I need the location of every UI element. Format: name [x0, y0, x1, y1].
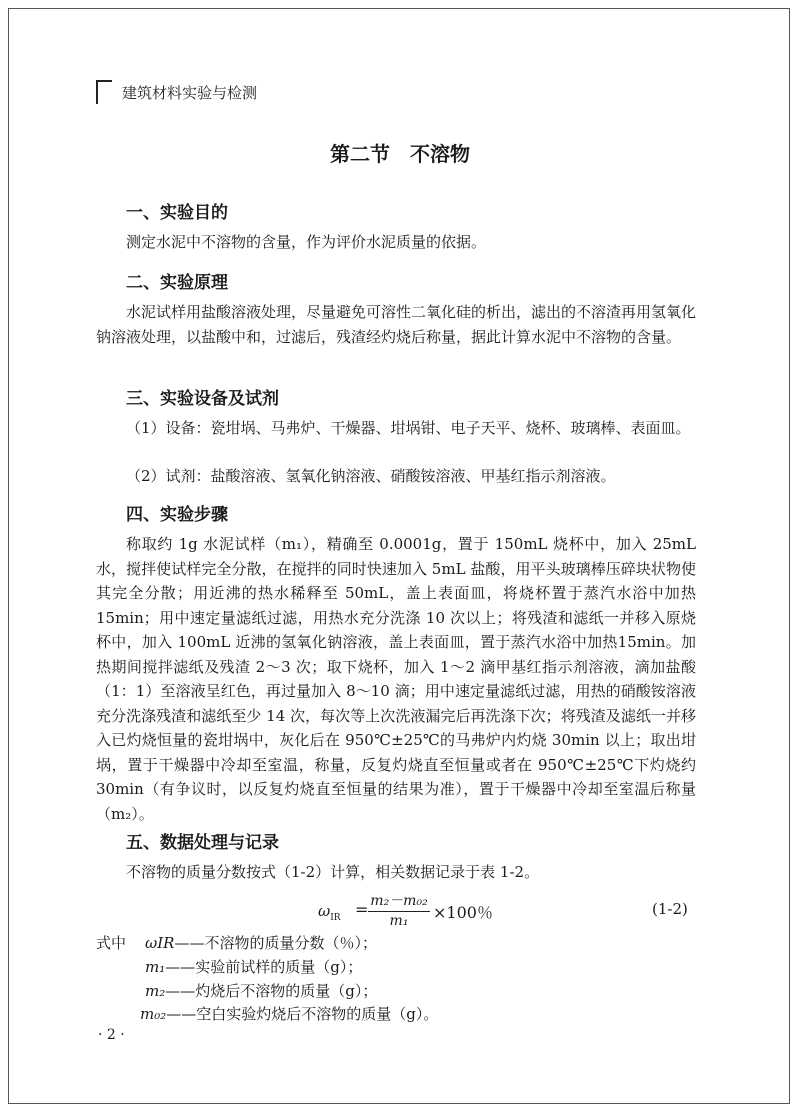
section-title: 第二节 不溶物: [330, 142, 470, 166]
heading-equipment: 三、实验设备及试剂: [126, 389, 279, 409]
definition-item: m₁——实验前试样的质量（g）；: [145, 958, 363, 976]
formula-1-2: [0, 890, 800, 930]
definition-item: ωIR——不溶物的质量分数（％）；: [145, 934, 377, 952]
running-header: 建筑材料实验与检测: [122, 84, 258, 102]
formula-numerator: m₂－m₀₂: [368, 890, 430, 912]
heading-principle: 二、实验原理: [126, 273, 228, 293]
formula-fraction: [368, 890, 430, 929]
heading-procedure: 四、实验步骤: [126, 505, 228, 525]
paragraph-procedure: 称取约 1g 水泥试样（m₁），精确至 0.0001g，置于 150mL 烧杯中，加入 25mL 水，搅拌使试样完全分散，在搅拌的同时快速加入 5mL 盐酸，用平头玻璃棒压碎块状物使其完全分散；用近沸的热水稀释至 50mL，盖上表面皿，将烧杯置于蒸汽水浴中加热 15min；用中速定量滤纸过滤，用热水充分洗涤 10 次以上；将残渣和滤纸一并移入原烧杯中，加入 100mL 近沸的氢氧化钠溶液，盖上表面皿，置于蒸汽水浴中加热15min。加热期间搅拌滤纸及残渣 2～3 次；取下烧杯，加入 1～2 滴甲基红指示剂溶液，滴加盐酸（1：1）至溶液呈红色，再过量加入 8～10 滴；用中速定量滤纸过滤，用热的硝酸铵溶液充分洗涤残渣和滤纸至少 14 次，每次等上次洗液漏完后再洗涤下次；将残渣及滤纸一并移入已灼烧恒量的瓷坩埚中，灰化后在 950℃±25℃的马弗炉内灼烧 30min 以上；取出坩埚，置于干燥器中冷却至室温，称量，反复灼烧直至恒量或者在 950℃±25℃下灼烧约 30min（有争议时，以反复灼烧直至恒量的结果为准），置于干燥器中冷却至室温后称量（m₂）。: [96, 535, 696, 823]
formula-denominator: m₁: [389, 913, 409, 929]
paragraph-principle: 水泥试样用盐酸溶液处理，尽量避免可溶性二氧化硅的析出，滤出的不溶渣再用氢氧化钠溶液处理，以盐酸中和，过滤后，残渣经灼烧后称量，据此计算水泥中不溶物的含量。: [96, 303, 697, 346]
formula-lhs: $\omega_{IR}$: [318, 902, 341, 923]
formula-multiplier: ×100％: [433, 903, 493, 922]
definition-item: m₀₂——空白实验灼烧后不溶物的质量（g）。: [140, 1005, 439, 1023]
paragraph-data-intro: 不溶物的质量分数按式（1-2）计算，相关数据记录于表 1-2。: [126, 863, 540, 881]
paragraph-equipment: （1）设备：瓷坩埚、马弗炉、干燥器、坩埚钳、电子天平、烧杯、玻璃棒、表面皿。: [126, 419, 691, 437]
formula-number: (1-2): [652, 900, 688, 918]
heading-data: 五、数据处理与记录: [126, 833, 279, 853]
formula-equals: =: [355, 900, 369, 919]
paragraph-purpose: 测定水泥中不溶物的含量，作为评价水泥质量的依据。: [126, 233, 487, 251]
heading-purpose: 一、实验目的: [126, 203, 228, 223]
page-number: · 2 ·: [98, 1027, 125, 1043]
paragraph-reagents: （2）试剂：盐酸溶液、氢氧化钠溶液、硝酸铵溶液、甲基红指示剂溶液。: [126, 467, 616, 485]
definitions-lead: 式中: [96, 934, 127, 952]
definition-item: m₂——灼烧后不溶物的质量（g）；: [145, 982, 378, 1000]
header-corner-mark: [96, 80, 112, 104]
